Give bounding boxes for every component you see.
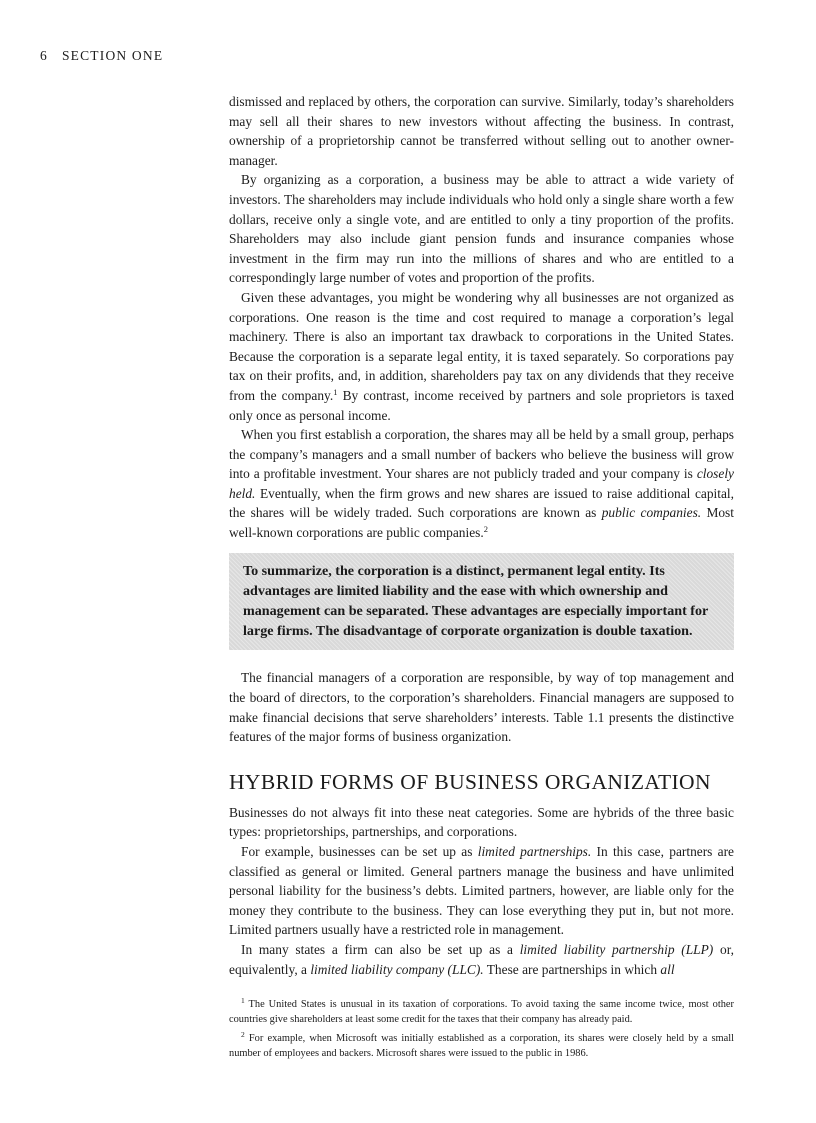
paragraph-2: By organizing as a corporation, a business may be able to attract a wide variety of investors. The shareholders may include individuals who hold only a single share worth a few dollars, receive only a single vote, and are entitled to only a tiny proportion of the profits. Shareholders may also include giant pension funds and insurance companies whose investment in the firm may run into the millions of shares and who are entitled to a correspondingly large number of votes and proportion of the profits. [229,172,734,286]
paragraph-4-text-c: Most well-known corporations are public companies. [229,505,734,541]
paragraph-3 [229,288,734,425]
footnote-ref-2[interactable]: 2 [483,524,488,535]
paragraph-6: Businesses do not always fit into these neat categories. Some are hybrids of the three basic types: proprietorships, partnerships, and corporations. [229,804,734,840]
footnote-1-mark: 1 [241,996,245,1006]
term-llc: limited liability company (LLC). [310,961,484,977]
paragraph-3-text-a: Given these advantages, you might be wondering why all businesses are not organized as corporations. One reason is the time and cost required to manage a corporation’s legal machinery. There is also an important tax drawback to corporations in the United States. Because the corporation is a separate legal entity, it is taxed separately. So corporations pay tax on their profits, and, in addition, shareholders pay tax on any dividends that they receive from the company. [229,289,734,403]
footnote-1 [229,997,734,1027]
page-number: 6 [40,48,48,63]
term-llp: limited liability partnership (LLP) [519,942,714,957]
term-limited-partnerships: limited partnerships. [477,844,592,860]
paragraph-7 [229,842,734,940]
paragraph-4-text-b: Eventually, when the firm grows and new shares are issued to raise additional capital, the shares will be widely traded. Such corporations are known as [229,485,734,521]
paragraph-5: The financial managers of a corporation are responsible, by way of top management and the board of directors, to the corporation’s shareholders. Financial managers are supposed to make financial decisions that serve shareholders’ interests. Table 1.1 presents the distinctive features of the major forms of business organization. [229,670,734,745]
footnotes [229,997,734,1061]
running-head [40,48,163,64]
main-text [229,92,734,1064]
paragraph-1: dismissed and replaced by others, the corporation can survive. Similarly, today’s shareholders may sell all their shares to new investors without affecting the business. In contrast, ownership of a proprietorship cannot be transferred without selling out to another owner-manager. [229,94,734,168]
footnote-1-text: The United States is unusual in its taxation of corporations. To avoid taxing the same income twice, most other countries give shareholders at least some credit for the taxes that their company has already paid. [229,999,734,1026]
section-heading: HYBRID FORMS OF BUSINESS ORGANIZATION [229,769,711,794]
paragraph-3-text-b: By contrast, income received by partners and sole proprietors is taxed only once as personal income. [229,387,734,423]
footnote-2-mark: 2 [241,1029,245,1039]
paragraph-7-text-a: For example, businesses can be set up as [241,844,478,860]
footnote-ref-1[interactable]: 1 [333,386,338,397]
term-all: all [660,961,675,977]
paragraph-4 [229,425,734,543]
paragraph-8-text-c: These are partnerships in which [483,961,661,977]
paragraph-8-text-b: or, equivalently, a [229,942,734,977]
footnote-2 [229,1031,734,1061]
term-public-companies: public companies. [601,505,702,521]
paragraph-7-text-b: In this case, partners are classified as general or limited. General partners manage the business and have unlimited personal liability for the business’s debts. Limited partners, however, are liable only for the money they contribute to the business. They can lose everything they put in, but not more. Limited partners usually have a restricted role in management. [229,844,735,938]
paragraph-4-text-a: When you first establish a corporation, the shares may all be held by a small group, perhaps the company’s managers and a small number of backers who believe the business will grow into a profitable investment. Your shares are not publicly traded and your company is [229,427,734,482]
footnote-2-text: For example, when Microsoft was initially established as a corporation, its shares were closely held by a small number of employees and backers. Microsoft shares were issued to the public in 1986. [229,1032,734,1059]
summary-box: To summarize, the corporation is a distinct, permanent legal entity. Its advantages are limited liability and the ease with which ownership and management can be separated. These advantages are especially important for large firms. The disadvantage of corporate organization is double taxation. [229,553,734,651]
paragraph-8-text-a: In many states a firm can also be set up as a [241,942,520,957]
section-label: SECTION ONE [61,48,164,63]
term-closely-held: closely held. [229,466,734,501]
paragraph-8 [229,940,734,979]
